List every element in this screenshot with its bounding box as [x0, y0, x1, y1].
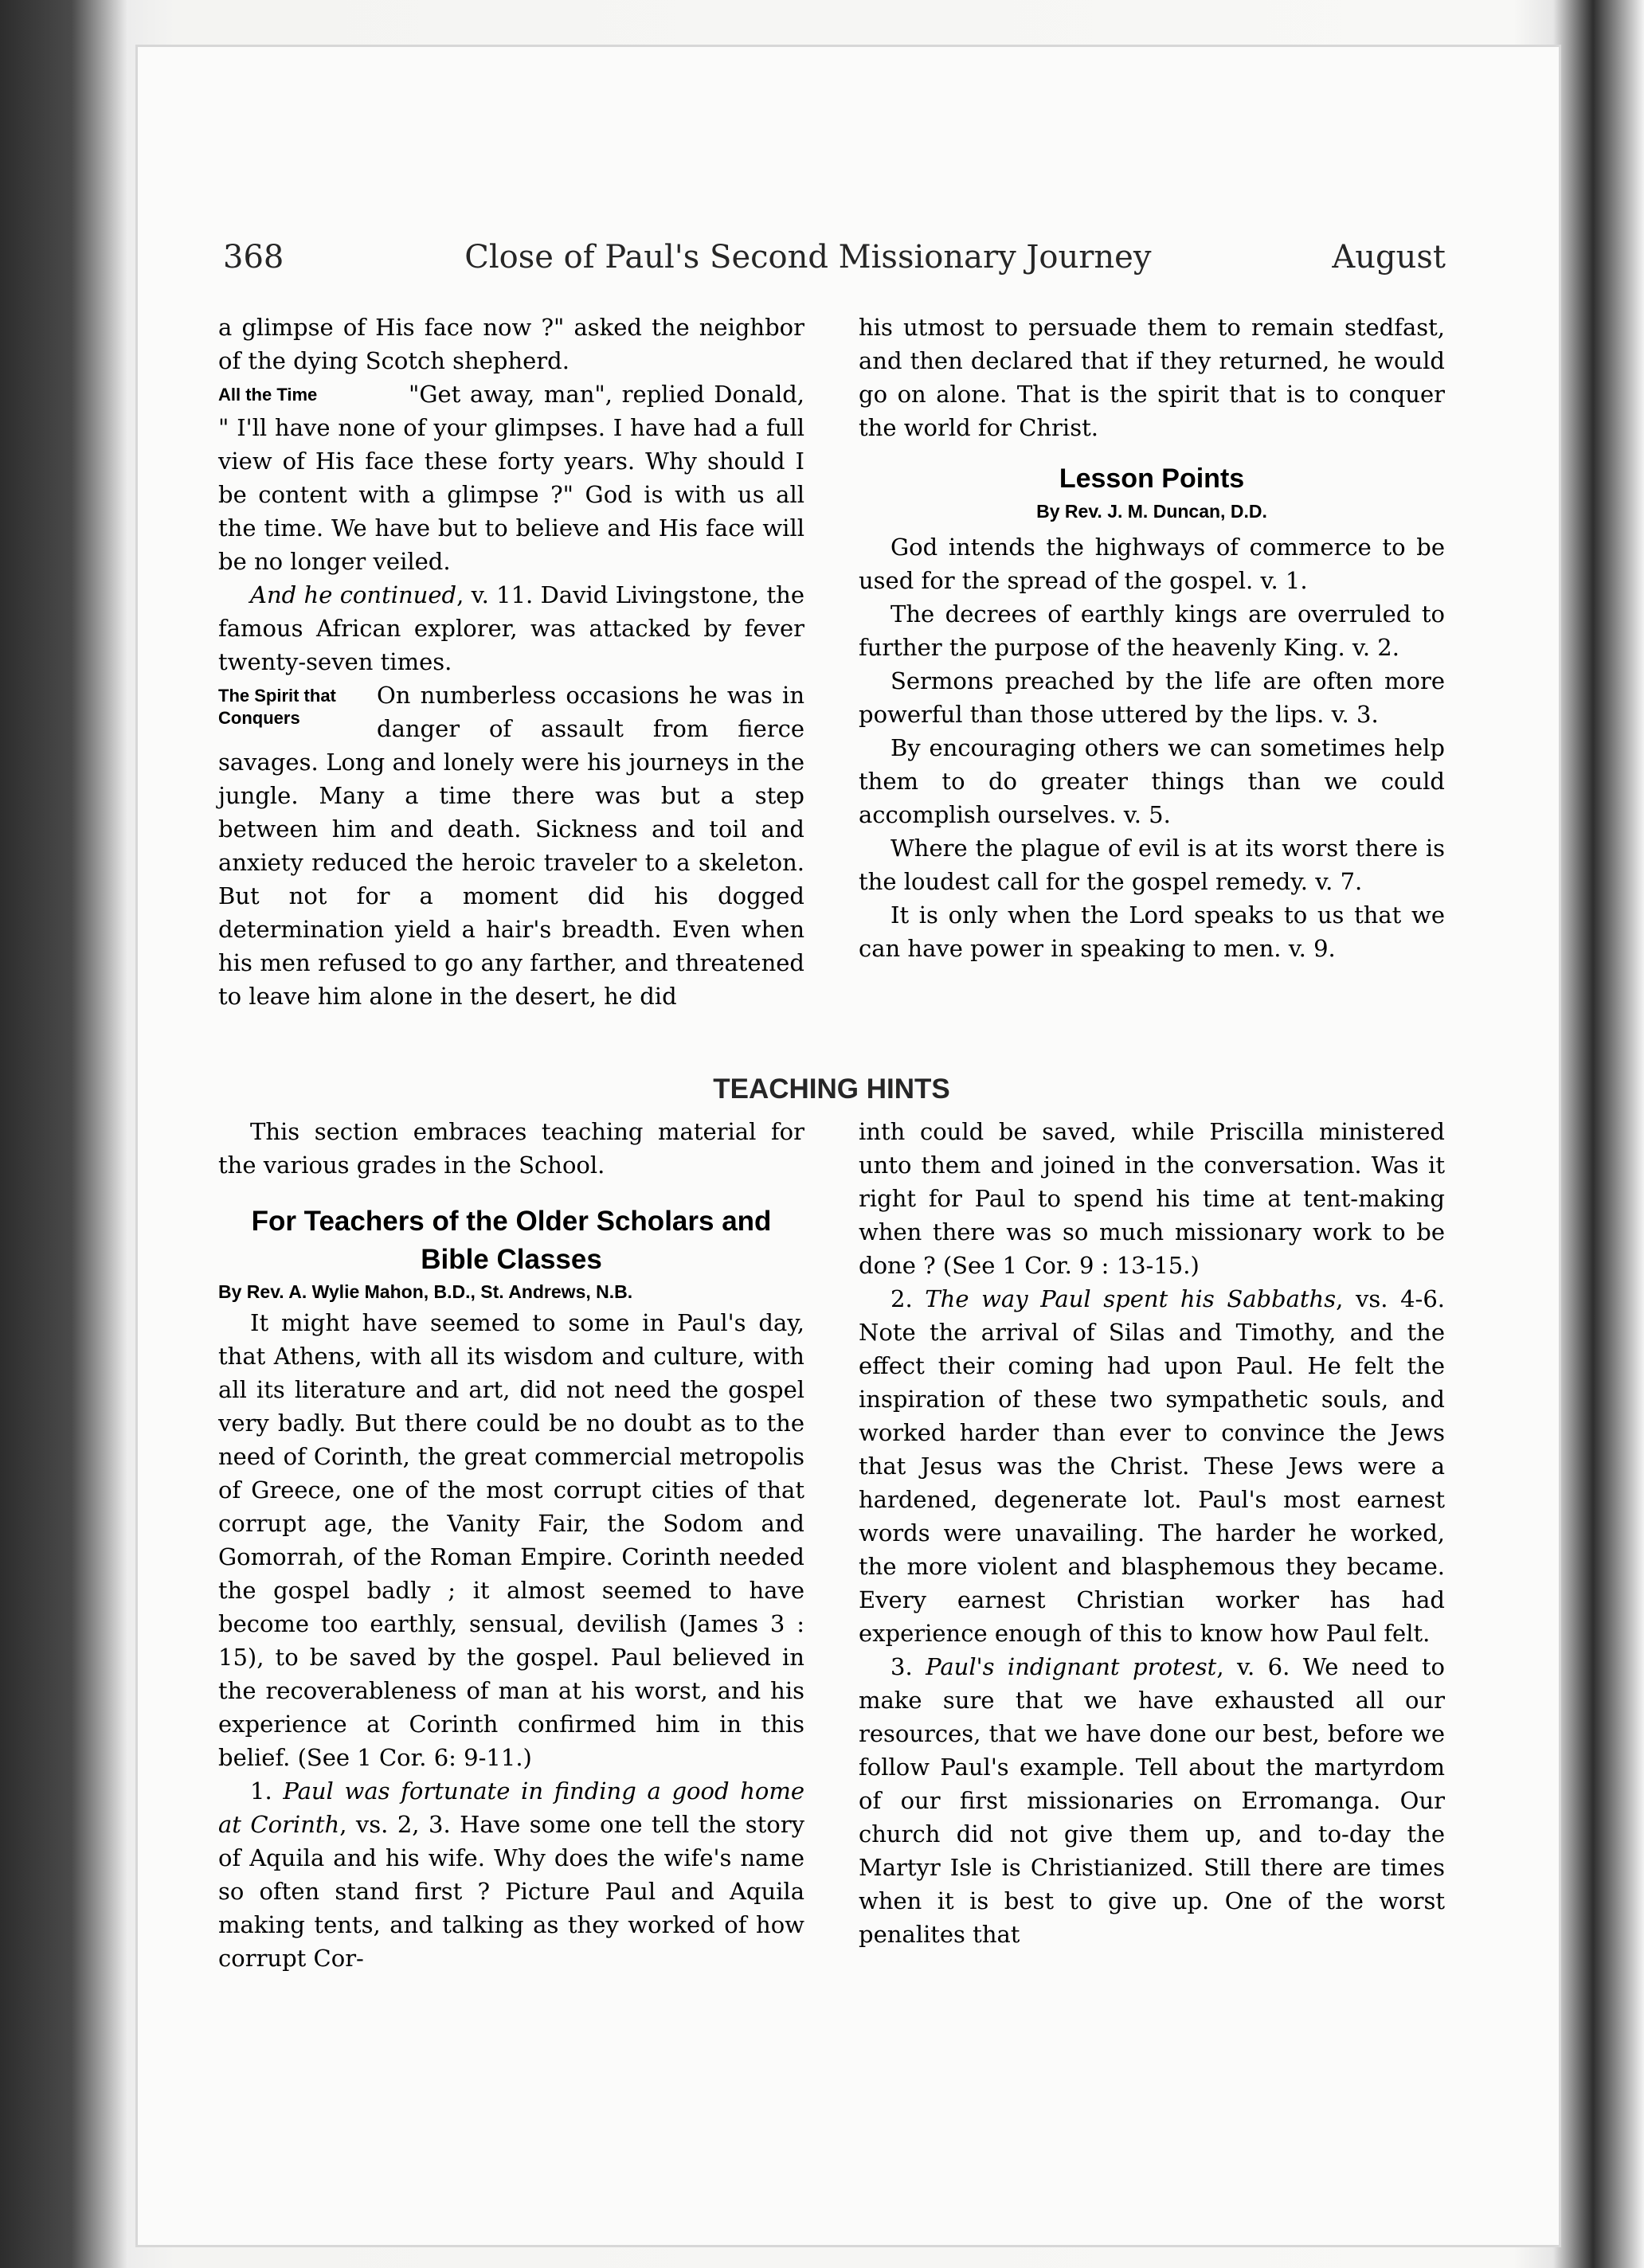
older-paragraph-1: It might have seemed to some in Paul's day, that Athens, with all its wisdom and culture, with all its literature and art, did not need the gospel very badly. But there could be no doubt as to the need of Corinth, the great commercial metropolis of Greece, one of the most corrupt cities of that corrupt age, the Vanity Fair, the Sodom and Gomorrah, of the Roman Empire. Corinth needed the gospel badly ; it almost seemed to have become too earthly, sensual, devilish (James 3 : 15), to be saved by the gospel. Paul believed in the recoverableness of man at his worst, and his experience at Corinth confirmed him in this belief. (See 1 Cor. 6: 9-11.): [218, 1309, 804, 1771]
lower-right-column: [859, 1115, 1445, 1975]
lesson-point-1: God intends the highways of commerce to be used for the spread of the gospel. v. 1.: [859, 534, 1445, 594]
older-point-1-number: 1.: [250, 1777, 272, 1805]
older-point-1-italic: Paul was fortunate in finding a good home at Corinth: [218, 1777, 804, 1838]
page-number: 368: [223, 239, 284, 276]
lesson-point-5: Where the plague of evil is at its worst there is the loudest call for the gospel remedy. v. 7.: [859, 835, 1445, 895]
right-paragraph-1: his utmost to persuade them to remain stedfast, and then declared that if they returned, he would go on alone. That is the spirit that is to conquer the world for Christ.: [859, 314, 1445, 441]
older-point-3-rest: , v. 6. We need to make sure that we have exhausted all our resources, that we have done our best, before we follow Paul's example. Tell about the martyrdom of our first missionaries on Erromanga. Our church did not give them up, and to-day the Martyr Isle is Christianized. Still there are times when it is best to give up. One of the worst penalites that: [859, 1653, 1446, 1948]
lesson-point-6: It is only when the Lord speaks to us that we can have power in speaking to men. v. 9.: [859, 901, 1445, 962]
lesson-point-4: By encouraging others we can sometimes help them to do greater things than we could accomplish ourselves. v. 5.: [859, 734, 1445, 828]
lesson-point-3: Sermons preached by the life are often more powerful than those uttered by the lips. v. 3.: [859, 667, 1445, 728]
teaching-hints-heading: TEACHING HINTS: [713, 1073, 950, 1105]
lower-left-column: [218, 1115, 804, 1975]
older-point-2: [859, 1282, 1445, 1650]
margin-note-spirit-that-conquers: The Spirit that Conquers: [218, 686, 336, 728]
left-column: [218, 311, 804, 1013]
lesson-points-byline: By Rev. J. M. Duncan, D.D.: [1036, 501, 1267, 522]
older-point-3: [859, 1650, 1445, 1951]
older-point-2-number: 2.: [890, 1285, 913, 1312]
running-header: [223, 239, 1446, 287]
left-paragraph-2: "Get away, man", replied Donald, " I'll have none of your glimpses. I have had a full view of His face these forty years. Why should I be content with a glimpse ?" God is with us all the time. We have but to believe and His face will be no longer veiled.: [218, 381, 804, 575]
older-point-1: [218, 1774, 804, 1975]
left-paragraph-4: On numberless occasions he was in danger of assault from fierce savages. Long and lonely were his journeys in the jungle. Many a time there was but a step between him and death. Sickness and toil and anxiety reduced the heroic traveler to a skeleton. But not for a moment did his dogged determination yield a hair's breadth. Even when his men refused to go any farther, and threatened to leave him alone in the desert, he did: [218, 682, 804, 1010]
left-paragraph-3-italic: And he continued: [250, 581, 457, 608]
upper-columns: [218, 311, 1445, 1013]
older-paragraph-continued: inth could be saved, while Priscilla ministered unto them and joined in the conversation. Was it right for Paul to spend his time at tent-making when there was so much missionary work to be done ? (See 1 Cor. 9 : 13-15.): [859, 1118, 1445, 1279]
teaching-intro: This section embraces teaching material for the various grades in the School.: [218, 1118, 804, 1179]
older-point-1-rest: , vs. 2, 3. Have some one tell the story of Aquila and his wife. Why does the wife's name so often stand first ? Picture Paul and Aquila making tents, and talking as they worked of how corrupt Cor-: [218, 1811, 804, 1972]
older-point-3-italic: Paul's indignant protest: [926, 1653, 1217, 1680]
margin-note-all-the-time: All the Time: [218, 385, 318, 405]
older-point-3-number: 3.: [890, 1653, 913, 1680]
chapter-title: Close of Paul's Second Missionary Journey: [464, 239, 1152, 276]
month-label: August: [1332, 239, 1446, 276]
older-scholars-heading: For Teachers of the Older Scholars and Bible Classes: [251, 1206, 772, 1275]
older-point-2-rest: , vs. 4-6. Note the arrival of Silas and Timothy, and the effect their coming had upon Paul. He felt the inspiration of these two sympathetic souls, and worked harder than ever to convince the Jews that Jesus was the Christ. These Jews were a hardened, degenerate lot. Paul's most earnest words were unavailing. The harder he worked, the more violent and blasphemous they became. Every earnest Christian worker has had experience enough of this to know how Paul felt.: [859, 1285, 1445, 1647]
older-scholars-byline: By Rev. A. Wylie Mahon, B.D., St. Andrews, N.B.: [218, 1281, 633, 1302]
left-paragraph-3: [218, 578, 804, 678]
right-column: [859, 311, 1445, 1013]
lower-columns: [218, 1115, 1445, 1975]
left-paragraph-1: a glimpse of His face now ?" asked the neighbor of the dying Scotch shepherd.: [218, 314, 804, 374]
older-point-2-italic: The way Paul spent his Sabbaths: [925, 1285, 1337, 1312]
left-paragraph-3-rest: , v. 11. David Livingstone, the famous African explorer, was attacked by fever twenty-seven times.: [218, 581, 804, 675]
lesson-point-2: The decrees of earthly kings are overruled to further the purpose of the heavenly King. v. 2.: [859, 600, 1445, 661]
lesson-points-heading: Lesson Points: [1059, 463, 1245, 494]
